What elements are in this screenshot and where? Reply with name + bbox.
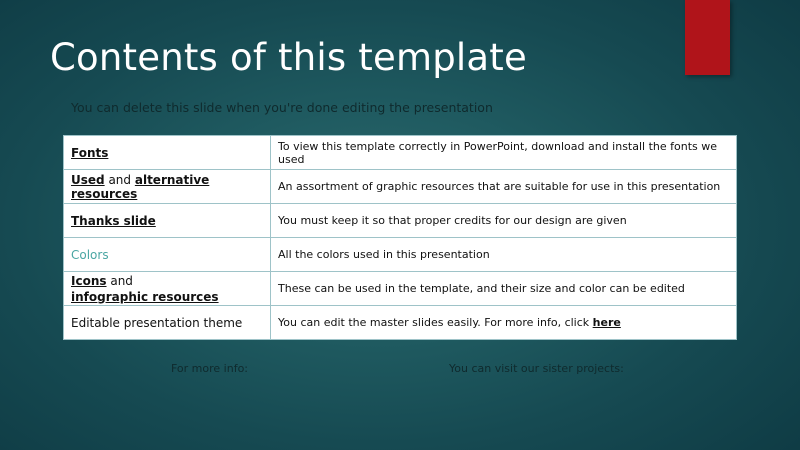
- red-accent-bar: [685, 0, 730, 75]
- slide-subtitle: You can delete this slide when you're done editing the presentation: [71, 100, 493, 115]
- and-text: and: [110, 273, 133, 288]
- fonts-link[interactable]: Fonts: [71, 145, 109, 160]
- row-label-cell: [64, 136, 271, 170]
- row-description: You must keep it so that proper credits for our design are given: [271, 204, 737, 238]
- footer-sister-projects: You can visit our sister projects:: [449, 362, 624, 375]
- row-description: An assortment of graphic resources that are suitable for use in this presentation: [271, 170, 737, 204]
- row-label-cell: [64, 170, 271, 204]
- here-link[interactable]: here: [592, 316, 621, 329]
- table-row: [64, 136, 737, 170]
- editable-theme-label: Editable presentation theme: [71, 315, 243, 330]
- infographic-resources-link[interactable]: infographic resources: [71, 289, 219, 304]
- table-row: [64, 170, 737, 204]
- row-label-cell: [64, 272, 271, 306]
- row-description: All the colors used in this presentation: [271, 238, 737, 272]
- thanks-slide-link[interactable]: Thanks slide: [71, 213, 156, 228]
- row-label-cell: [64, 204, 271, 238]
- row-label-cell: [64, 306, 271, 340]
- table-row: [64, 306, 737, 340]
- row-description: [271, 306, 737, 340]
- row-description: To view this template correctly in PowerPoint, download and install the fonts we used: [271, 136, 737, 170]
- edit-master-text: You can edit the master slides easily. For more info, click: [278, 316, 590, 329]
- alternative-resources-link[interactable]: alternative resources: [71, 172, 210, 201]
- contents-table: [63, 135, 737, 340]
- footer-more-info: For more info:: [171, 362, 249, 375]
- table-row: [64, 238, 737, 272]
- table-row: [64, 204, 737, 238]
- slide-title: Contents of this template: [50, 36, 527, 79]
- and-text: and: [108, 172, 132, 187]
- row-description: These can be used in the template, and their size and color can be edited: [271, 272, 737, 306]
- icons-link[interactable]: Icons: [71, 273, 107, 288]
- table-row: [64, 272, 737, 306]
- row-label-cell: [64, 238, 271, 272]
- used-resources-link[interactable]: Used: [71, 172, 105, 187]
- colors-label[interactable]: Colors: [71, 247, 109, 262]
